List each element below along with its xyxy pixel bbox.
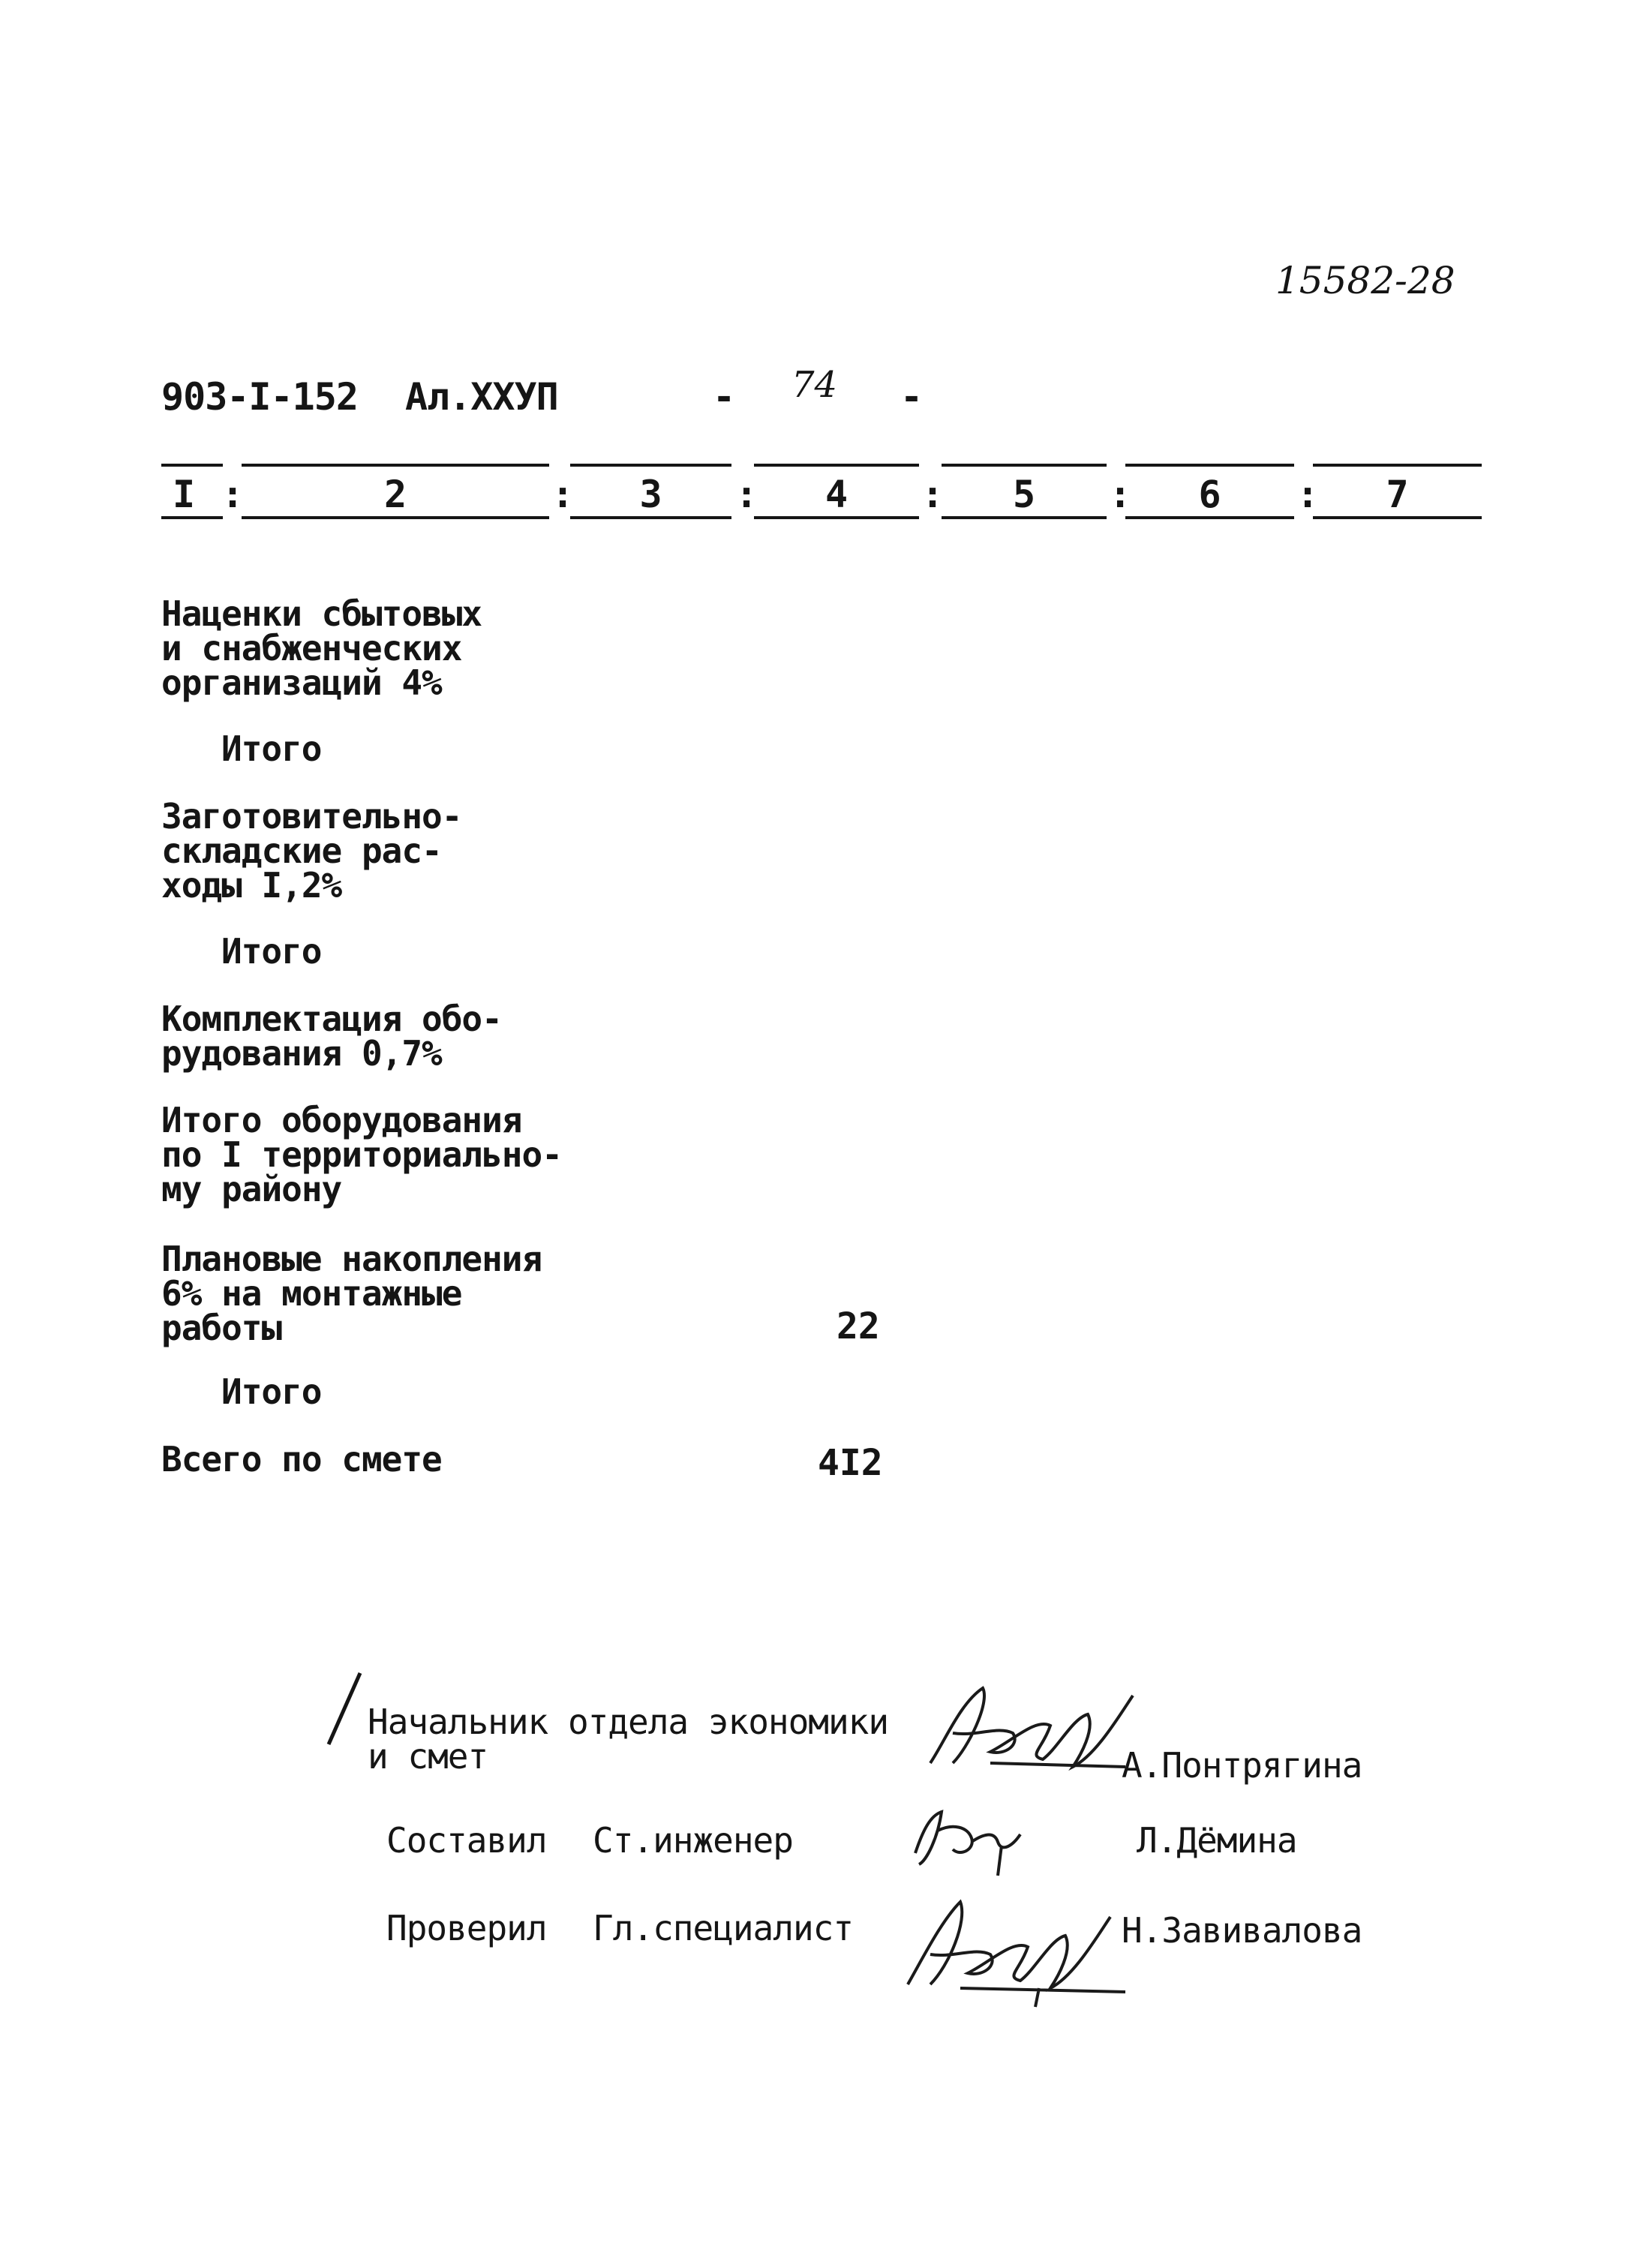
column-separator: : xyxy=(921,473,945,516)
column-number: 2 xyxy=(383,473,407,516)
column-separator: : xyxy=(221,473,245,516)
column-separator: : xyxy=(551,473,575,516)
column-number: 6 xyxy=(1198,473,1221,516)
signer-name: А.Понтрягина xyxy=(1122,1745,1362,1786)
column-rule-bottom xyxy=(570,516,731,519)
row-label: Комплектация обо- рудования 0,7% xyxy=(161,999,502,1074)
row-label: Всего по смете xyxy=(161,1439,442,1479)
column-rule-top xyxy=(161,464,223,467)
column-number: 3 xyxy=(639,473,662,516)
column-rule-top xyxy=(1125,464,1294,467)
column-number: 7 xyxy=(1386,473,1409,516)
row-label: Итого xyxy=(221,1371,322,1412)
column-separator: : xyxy=(1296,473,1320,516)
row-label: Итого оборудования по I территориально- му району xyxy=(161,1100,562,1209)
album-number: Ал.XXУП xyxy=(405,375,558,419)
signer-role: Составил xyxy=(386,1820,547,1861)
row-value: 4I2 xyxy=(818,1442,883,1484)
column-rule-top xyxy=(570,464,731,467)
dash-right: - xyxy=(900,375,923,419)
column-rule-bottom xyxy=(1125,516,1294,519)
document-code: 903-I-152 xyxy=(161,375,358,419)
page-number: 15582-28 xyxy=(1275,259,1455,302)
column-rule-bottom xyxy=(242,516,549,519)
slash-mark xyxy=(323,1669,368,1752)
signer-role: Начальник отдела экономики и смет xyxy=(368,1702,889,1777)
signer-name: Н.Завивалова xyxy=(1122,1910,1362,1951)
signer-position: Ст.инженер xyxy=(593,1820,793,1861)
column-rule-bottom xyxy=(942,516,1107,519)
row-label: Итого xyxy=(221,931,322,972)
column-separator: : xyxy=(735,473,758,516)
column-rule-top xyxy=(942,464,1107,467)
column-number: 5 xyxy=(1012,473,1036,516)
column-rule-top xyxy=(242,464,549,467)
row-value: 22 xyxy=(837,1305,880,1347)
column-number: I xyxy=(172,473,196,516)
column-rule-bottom xyxy=(1313,516,1482,519)
dash-left: - xyxy=(713,375,735,419)
signature-scribble xyxy=(900,1673,1155,1786)
sheet-number: 74 xyxy=(791,364,838,406)
column-rule-top xyxy=(1313,464,1482,467)
signature-scribble xyxy=(878,1887,1133,2007)
signer-role: Проверил xyxy=(386,1908,547,1948)
row-label: Плановые накопления 6% на монтажные работы xyxy=(161,1239,542,1348)
column-rule-top xyxy=(754,464,919,467)
row-label: Заготовительно- складские рас- ходы I,2% xyxy=(161,796,462,906)
column-rule-bottom xyxy=(161,516,223,519)
signer-position: Гл.специалист xyxy=(593,1908,854,1948)
signature-scribble xyxy=(900,1801,1050,1883)
column-rule-bottom xyxy=(754,516,919,519)
column-separator: : xyxy=(1109,473,1132,516)
column-number: 4 xyxy=(825,473,849,516)
row-label: Наценки сбытовых и снабженческих организаций 4% xyxy=(161,593,482,703)
signer-name: Л.Дёмина xyxy=(1137,1820,1297,1861)
row-label: Итого xyxy=(221,728,322,769)
